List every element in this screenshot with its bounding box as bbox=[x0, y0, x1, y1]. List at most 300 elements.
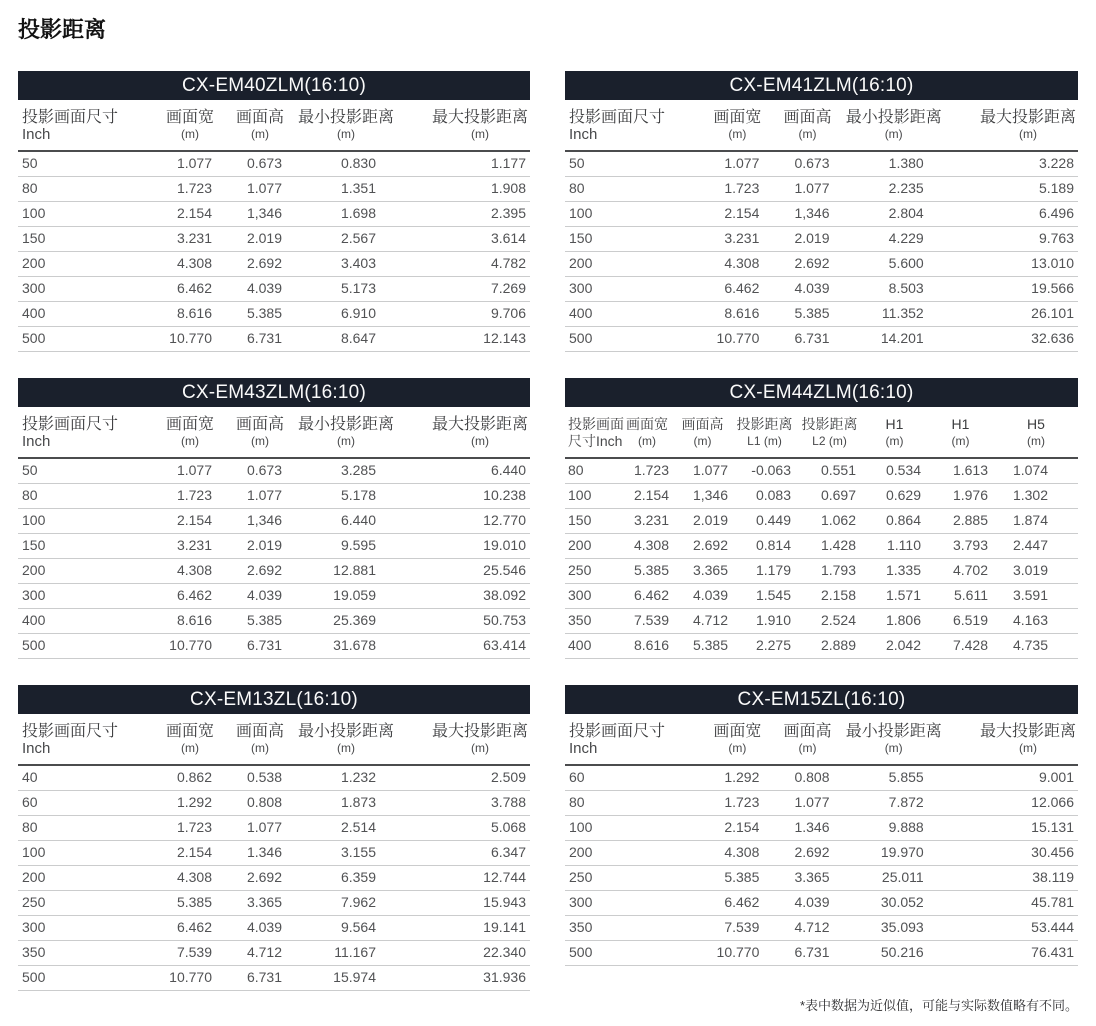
value-cell: 0.538 bbox=[216, 765, 286, 791]
size-cell: 80 bbox=[565, 177, 685, 202]
column-header-unit: (m) bbox=[884, 127, 903, 141]
value-cell: 0.808 bbox=[763, 765, 833, 791]
column-header-unit: (m) bbox=[180, 127, 199, 141]
column-header bbox=[797, 407, 862, 458]
table-row bbox=[565, 458, 1078, 484]
value-cell: 6.731 bbox=[763, 941, 833, 966]
column-header bbox=[944, 714, 1078, 765]
value-cell: 1.077 bbox=[763, 177, 833, 202]
value-cell: 2.275 bbox=[732, 634, 797, 659]
value-cell: 4.039 bbox=[216, 277, 286, 302]
column-header-unit: (m) bbox=[951, 434, 970, 448]
header-row bbox=[565, 100, 1078, 151]
table-row bbox=[565, 559, 1078, 584]
table-row bbox=[18, 327, 530, 352]
value-cell: 1.077 bbox=[685, 151, 763, 177]
size-cell: 500 bbox=[565, 941, 685, 966]
size-cell: 50 bbox=[565, 151, 685, 177]
column-header-unit: (m) bbox=[336, 127, 355, 141]
column-header-unit: (m) bbox=[1018, 127, 1037, 141]
size-cell: 100 bbox=[18, 202, 138, 227]
value-cell: 1.874 bbox=[994, 509, 1078, 534]
column-header-label: 最小投影距离 bbox=[297, 416, 394, 433]
value-cell: 9.888 bbox=[834, 816, 944, 841]
value-cell: 19.059 bbox=[286, 584, 396, 609]
size-cell: 350 bbox=[18, 941, 138, 966]
column-header-unit: (m) bbox=[693, 434, 712, 448]
value-cell: 0.864 bbox=[862, 509, 927, 534]
value-cell: 2.154 bbox=[138, 202, 216, 227]
column-header bbox=[927, 407, 994, 458]
value-cell: 1.302 bbox=[994, 484, 1078, 509]
projection-table bbox=[18, 100, 530, 352]
value-cell: 1,346 bbox=[763, 202, 833, 227]
value-cell: 5.611 bbox=[927, 584, 994, 609]
size-cell: 300 bbox=[18, 277, 138, 302]
value-cell: 1.571 bbox=[862, 584, 927, 609]
column-header-label: 最大投影距离 bbox=[431, 723, 528, 740]
table-row bbox=[565, 816, 1078, 841]
column-header bbox=[286, 714, 396, 765]
value-cell: 2.692 bbox=[763, 252, 833, 277]
value-cell: 4.039 bbox=[216, 584, 286, 609]
value-cell: 1.077 bbox=[216, 816, 286, 841]
column-header-label: H1 bbox=[951, 416, 970, 432]
value-cell: 1.292 bbox=[138, 791, 216, 816]
table-row bbox=[18, 966, 530, 991]
value-cell: 11.352 bbox=[834, 302, 944, 327]
column-header bbox=[732, 407, 797, 458]
tables-grid bbox=[18, 71, 1078, 991]
value-cell: 4.308 bbox=[138, 559, 216, 584]
value-cell: 6.462 bbox=[685, 891, 763, 916]
table-title-bar: CX-EM13ZL(16:10) bbox=[18, 685, 530, 714]
value-cell: 31.678 bbox=[286, 634, 396, 659]
column-header-label: 画面宽 bbox=[713, 109, 762, 126]
size-cell: 100 bbox=[565, 202, 685, 227]
value-cell: 2.042 bbox=[862, 634, 927, 659]
value-cell: 5.068 bbox=[396, 816, 530, 841]
value-cell: 2.447 bbox=[994, 534, 1078, 559]
page-title: 投影距离 bbox=[18, 17, 107, 42]
value-cell: 1.062 bbox=[797, 509, 862, 534]
value-cell: 0.534 bbox=[862, 458, 927, 484]
header-row bbox=[18, 100, 530, 151]
value-cell: 0.814 bbox=[732, 534, 797, 559]
value-cell: 2.524 bbox=[797, 609, 862, 634]
value-cell: 5.855 bbox=[834, 765, 944, 791]
table-row bbox=[18, 584, 530, 609]
projection-table bbox=[18, 407, 530, 659]
size-cell: 500 bbox=[565, 327, 685, 352]
table-row bbox=[18, 765, 530, 791]
value-cell: 3.788 bbox=[396, 791, 530, 816]
value-cell: 4.039 bbox=[216, 916, 286, 941]
value-cell: 6.731 bbox=[763, 327, 833, 352]
table-title-bar: CX-EM43ZLM(16:10) bbox=[18, 378, 530, 407]
column-header bbox=[565, 407, 624, 458]
value-cell: 0.629 bbox=[862, 484, 927, 509]
value-cell: 8.503 bbox=[834, 277, 944, 302]
value-cell: 2.154 bbox=[138, 509, 216, 534]
value-cell: 3.231 bbox=[621, 509, 673, 534]
value-cell: 2.692 bbox=[216, 559, 286, 584]
table-row bbox=[18, 891, 530, 916]
value-cell: 0.697 bbox=[797, 484, 862, 509]
value-cell: 5.385 bbox=[763, 302, 833, 327]
column-header bbox=[834, 100, 944, 151]
column-header-unit: (m) bbox=[180, 434, 199, 448]
table-row bbox=[18, 302, 530, 327]
value-cell: 5.385 bbox=[216, 609, 286, 634]
column-header-label: 画面宽 bbox=[165, 109, 214, 126]
column-header-label: 投影画面尺寸 bbox=[22, 109, 119, 126]
size-cell: 200 bbox=[565, 534, 621, 559]
value-cell: -0.063 bbox=[732, 458, 797, 484]
value-cell: 0.830 bbox=[286, 151, 396, 177]
value-cell: 5.173 bbox=[286, 277, 396, 302]
value-cell: 10.238 bbox=[396, 484, 530, 509]
column-header-label: 投影距离 bbox=[801, 416, 858, 432]
value-cell: 1.177 bbox=[396, 151, 530, 177]
size-cell: 100 bbox=[565, 484, 621, 509]
value-cell: 5.385 bbox=[138, 891, 216, 916]
column-header bbox=[565, 714, 685, 765]
value-cell: 1,346 bbox=[216, 202, 286, 227]
size-cell: 200 bbox=[565, 252, 685, 277]
column-header-unit: (m) bbox=[250, 741, 269, 755]
value-cell: 53.444 bbox=[944, 916, 1078, 941]
value-cell: 63.414 bbox=[396, 634, 530, 659]
value-cell: 19.566 bbox=[944, 277, 1078, 302]
column-header bbox=[944, 100, 1078, 151]
value-cell: 11.167 bbox=[286, 941, 396, 966]
table-row bbox=[565, 534, 1078, 559]
column-header bbox=[862, 407, 927, 458]
size-cell: 60 bbox=[565, 765, 685, 791]
column-header-unit: (m) bbox=[336, 741, 355, 755]
value-cell: 1.335 bbox=[862, 559, 927, 584]
column-header bbox=[216, 100, 286, 151]
value-cell: 6.359 bbox=[286, 866, 396, 891]
column-header-label: 画面高 bbox=[783, 723, 832, 740]
column-header bbox=[673, 407, 732, 458]
table-row bbox=[18, 509, 530, 534]
size-cell: 300 bbox=[565, 891, 685, 916]
column-header-label: 投影画面尺寸 bbox=[22, 416, 119, 433]
table-row bbox=[565, 484, 1078, 509]
table-cx-em44zlm-16-10 bbox=[565, 378, 1078, 659]
value-cell: 6.910 bbox=[286, 302, 396, 327]
value-cell: 2.804 bbox=[834, 202, 944, 227]
value-cell: 15.974 bbox=[286, 966, 396, 991]
column-header-label: 投影画面尺寸 bbox=[569, 723, 666, 740]
value-cell: 22.340 bbox=[396, 941, 530, 966]
value-cell: 32.636 bbox=[944, 327, 1078, 352]
table-row bbox=[18, 458, 530, 484]
table-row bbox=[565, 509, 1078, 534]
table-row bbox=[18, 177, 530, 202]
column-header-unit: (m) bbox=[1027, 434, 1045, 448]
size-cell: 150 bbox=[565, 227, 685, 252]
table-row bbox=[565, 327, 1078, 352]
value-cell: 1.723 bbox=[138, 177, 216, 202]
value-cell: 10.770 bbox=[685, 327, 763, 352]
column-header-label: 最大投影距离 bbox=[431, 416, 528, 433]
value-cell: 1.976 bbox=[927, 484, 994, 509]
header-row bbox=[18, 407, 530, 458]
table-row bbox=[18, 816, 530, 841]
value-cell: 0.673 bbox=[216, 151, 286, 177]
column-header bbox=[216, 407, 286, 458]
table-row bbox=[565, 941, 1078, 966]
column-header bbox=[138, 407, 216, 458]
column-header-label: 最大投影距离 bbox=[431, 109, 528, 126]
column-header-unit: (m) bbox=[180, 741, 199, 755]
value-cell: 12.881 bbox=[286, 559, 396, 584]
value-cell: 50.216 bbox=[834, 941, 944, 966]
value-cell: 2.692 bbox=[763, 841, 833, 866]
value-cell: 1.351 bbox=[286, 177, 396, 202]
size-cell: 300 bbox=[18, 584, 138, 609]
value-cell: 25.011 bbox=[834, 866, 944, 891]
column-header-label: 最大投影距离 bbox=[979, 109, 1076, 126]
value-cell: 1.908 bbox=[396, 177, 530, 202]
value-cell: 7.539 bbox=[685, 916, 763, 941]
size-cell: 100 bbox=[565, 816, 685, 841]
value-cell: 26.101 bbox=[944, 302, 1078, 327]
value-cell: 5.600 bbox=[834, 252, 944, 277]
column-header bbox=[396, 714, 530, 765]
value-cell: 12.770 bbox=[396, 509, 530, 534]
table-row bbox=[565, 866, 1078, 891]
size-cell: 80 bbox=[565, 791, 685, 816]
column-header-unit: (m) bbox=[470, 741, 489, 755]
value-cell: 1.077 bbox=[673, 458, 732, 484]
value-cell: 7.428 bbox=[927, 634, 994, 659]
value-cell: 1,346 bbox=[216, 509, 286, 534]
value-cell: 2.567 bbox=[286, 227, 396, 252]
table-row bbox=[565, 252, 1078, 277]
value-cell: 19.010 bbox=[396, 534, 530, 559]
size-cell: 300 bbox=[565, 277, 685, 302]
value-cell: 1.613 bbox=[927, 458, 994, 484]
value-cell: 3.019 bbox=[994, 559, 1078, 584]
value-cell: 4.702 bbox=[927, 559, 994, 584]
table-row bbox=[18, 202, 530, 227]
column-header-unit: L2 (m) bbox=[812, 434, 847, 448]
value-cell: 3.365 bbox=[763, 866, 833, 891]
value-cell: 1.723 bbox=[138, 484, 216, 509]
value-cell: 1.698 bbox=[286, 202, 396, 227]
size-cell: 500 bbox=[18, 634, 138, 659]
table-row bbox=[18, 252, 530, 277]
value-cell: 5.385 bbox=[685, 866, 763, 891]
column-header-label: H1 bbox=[885, 416, 904, 432]
value-cell: 3.403 bbox=[286, 252, 396, 277]
value-cell: 9.595 bbox=[286, 534, 396, 559]
value-cell: 2.019 bbox=[763, 227, 833, 252]
table-title-bar: CX-EM44ZLM(16:10) bbox=[565, 378, 1078, 407]
value-cell: 9.763 bbox=[944, 227, 1078, 252]
value-cell: 4.712 bbox=[763, 916, 833, 941]
table-row bbox=[18, 277, 530, 302]
size-cell: 200 bbox=[18, 252, 138, 277]
value-cell: 14.201 bbox=[834, 327, 944, 352]
value-cell: 1.077 bbox=[138, 151, 216, 177]
value-cell: 2.509 bbox=[396, 765, 530, 791]
value-cell: 8.616 bbox=[621, 634, 673, 659]
value-cell: 45.781 bbox=[944, 891, 1078, 916]
value-cell: 6.440 bbox=[286, 509, 396, 534]
value-cell: 4.039 bbox=[763, 277, 833, 302]
value-cell: 1.428 bbox=[797, 534, 862, 559]
table-cx-em43zlm-16-10 bbox=[18, 378, 530, 659]
column-header-unit: (m) bbox=[638, 434, 656, 448]
value-cell: 2.019 bbox=[216, 227, 286, 252]
column-header-unit: Inch bbox=[22, 126, 51, 143]
size-cell: 200 bbox=[565, 841, 685, 866]
value-cell: 4.308 bbox=[138, 252, 216, 277]
size-cell: 150 bbox=[18, 227, 138, 252]
table-row bbox=[565, 302, 1078, 327]
column-header-unit: (m) bbox=[1018, 741, 1037, 755]
table-row bbox=[565, 202, 1078, 227]
value-cell: 2.889 bbox=[797, 634, 862, 659]
value-cell: 2.019 bbox=[216, 534, 286, 559]
size-cell: 500 bbox=[18, 327, 138, 352]
size-cell: 350 bbox=[565, 609, 621, 634]
table-row bbox=[565, 177, 1078, 202]
value-cell: 6.462 bbox=[138, 277, 216, 302]
size-cell: 350 bbox=[565, 916, 685, 941]
table-row bbox=[18, 227, 530, 252]
column-header bbox=[834, 714, 944, 765]
column-header-unit: Inch bbox=[22, 433, 51, 450]
value-cell: 3.155 bbox=[286, 841, 396, 866]
value-cell: 1.077 bbox=[216, 177, 286, 202]
header-row bbox=[18, 714, 530, 765]
value-cell: 2.692 bbox=[673, 534, 732, 559]
value-cell: 0.673 bbox=[216, 458, 286, 484]
value-cell: 2.692 bbox=[216, 252, 286, 277]
value-cell: 1,346 bbox=[673, 484, 732, 509]
table-row bbox=[18, 151, 530, 177]
table-row bbox=[18, 791, 530, 816]
value-cell: 3.793 bbox=[927, 534, 994, 559]
value-cell: 1.346 bbox=[763, 816, 833, 841]
size-cell: 250 bbox=[18, 891, 138, 916]
size-cell: 200 bbox=[18, 866, 138, 891]
value-cell: 9.564 bbox=[286, 916, 396, 941]
table-row bbox=[565, 609, 1078, 634]
value-cell: 2.154 bbox=[685, 202, 763, 227]
value-cell: 4.163 bbox=[994, 609, 1078, 634]
column-header-label: 最小投影距离 bbox=[845, 109, 942, 126]
value-cell: 1.110 bbox=[862, 534, 927, 559]
value-cell: 4.712 bbox=[673, 609, 732, 634]
table-row bbox=[18, 866, 530, 891]
value-cell: 25.369 bbox=[286, 609, 396, 634]
column-header-unit: (m) bbox=[728, 741, 747, 755]
value-cell: 7.962 bbox=[286, 891, 396, 916]
value-cell: 4.735 bbox=[994, 634, 1078, 659]
value-cell: 9.001 bbox=[944, 765, 1078, 791]
value-cell: 6.731 bbox=[216, 634, 286, 659]
table-cx-em40zlm-16-10 bbox=[18, 71, 530, 352]
value-cell: 1.077 bbox=[138, 458, 216, 484]
projection-table bbox=[565, 100, 1078, 352]
size-cell: 80 bbox=[18, 816, 138, 841]
size-cell: 400 bbox=[18, 609, 138, 634]
size-cell: 250 bbox=[565, 866, 685, 891]
value-cell: 4.308 bbox=[685, 841, 763, 866]
size-cell: 150 bbox=[565, 509, 621, 534]
size-cell: 500 bbox=[18, 966, 138, 991]
value-cell: 2.154 bbox=[138, 841, 216, 866]
value-cell: 5.385 bbox=[673, 634, 732, 659]
column-header-label: H5 bbox=[1027, 416, 1045, 432]
column-header-label: 投影画面尺寸 bbox=[569, 109, 666, 126]
value-cell: 6.440 bbox=[396, 458, 530, 484]
column-header bbox=[396, 100, 530, 151]
value-cell: 0.083 bbox=[732, 484, 797, 509]
column-header-label: 画面高 bbox=[681, 416, 724, 432]
projection-table bbox=[18, 714, 530, 991]
table-row bbox=[565, 634, 1078, 659]
size-cell: 400 bbox=[18, 302, 138, 327]
value-cell: 5.178 bbox=[286, 484, 396, 509]
value-cell: 4.782 bbox=[396, 252, 530, 277]
value-cell: 1.910 bbox=[732, 609, 797, 634]
value-cell: 76.431 bbox=[944, 941, 1078, 966]
value-cell: 4.308 bbox=[621, 534, 673, 559]
value-cell: 0.449 bbox=[732, 509, 797, 534]
column-header bbox=[216, 714, 286, 765]
header-row bbox=[565, 714, 1078, 765]
size-cell: 300 bbox=[18, 916, 138, 941]
value-cell: 1.723 bbox=[621, 458, 673, 484]
value-cell: 3.365 bbox=[216, 891, 286, 916]
value-cell: 6.462 bbox=[621, 584, 673, 609]
table-row bbox=[18, 559, 530, 584]
table-row bbox=[565, 277, 1078, 302]
column-header-unit: Inch bbox=[22, 740, 51, 757]
value-cell: 6.462 bbox=[138, 916, 216, 941]
value-cell: 3.228 bbox=[944, 151, 1078, 177]
value-cell: 7.872 bbox=[834, 791, 944, 816]
size-cell: 50 bbox=[18, 151, 138, 177]
column-header-label: 最小投影距离 bbox=[845, 723, 942, 740]
projection-table bbox=[565, 714, 1078, 966]
column-header bbox=[396, 407, 530, 458]
value-cell: 0.808 bbox=[216, 791, 286, 816]
value-cell: 2.395 bbox=[396, 202, 530, 227]
value-cell: 4.712 bbox=[216, 941, 286, 966]
column-header bbox=[18, 407, 138, 458]
table-row bbox=[565, 791, 1078, 816]
value-cell: 1.723 bbox=[685, 791, 763, 816]
value-cell: 10.770 bbox=[138, 327, 216, 352]
value-cell: 3.614 bbox=[396, 227, 530, 252]
size-cell: 100 bbox=[18, 841, 138, 866]
value-cell: 9.706 bbox=[396, 302, 530, 327]
value-cell: 10.770 bbox=[138, 966, 216, 991]
value-cell: 6.462 bbox=[138, 584, 216, 609]
column-header-label: 画面高 bbox=[235, 109, 284, 126]
size-cell: 300 bbox=[565, 584, 621, 609]
column-header-unit: (m) bbox=[470, 127, 489, 141]
